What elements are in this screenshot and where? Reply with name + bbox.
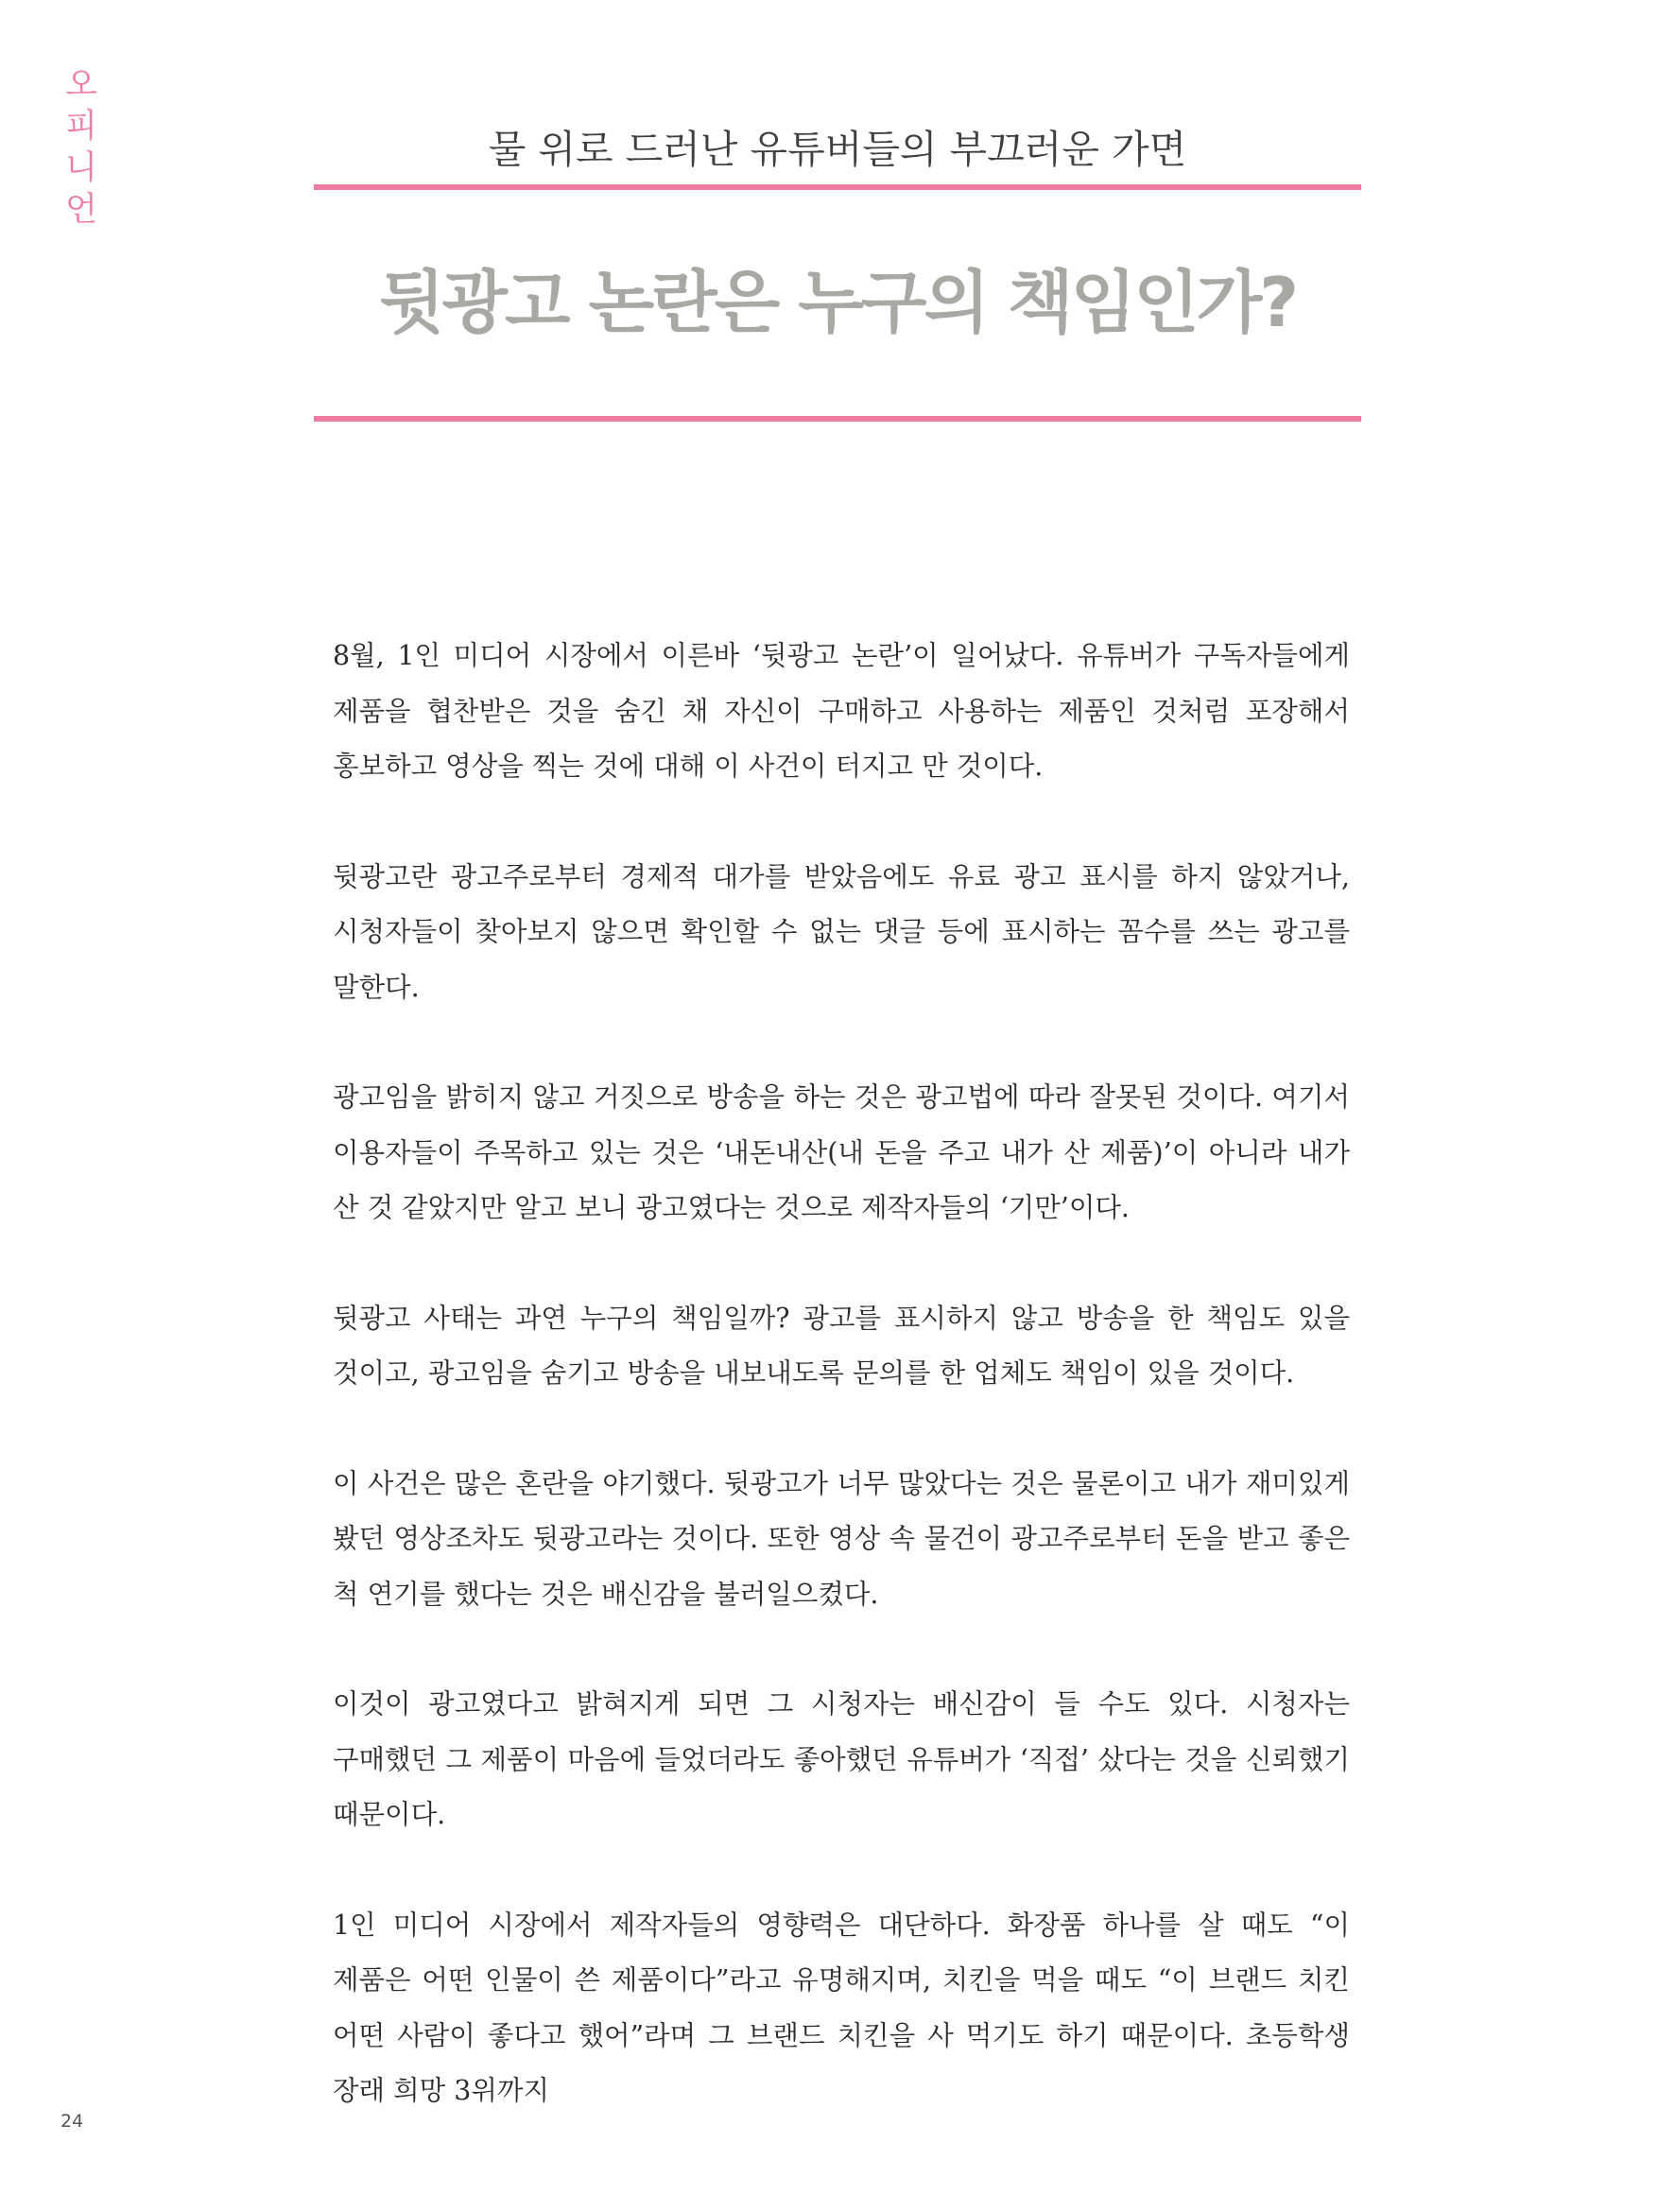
section-label-char: 피 xyxy=(65,108,97,146)
top-divider xyxy=(314,184,1361,190)
section-label-char: 오 xyxy=(65,66,97,104)
kicker-title: 물 위로 드러난 유튜버들의 부끄러운 가면 xyxy=(488,127,1187,172)
article-paragraph: 1인 미디어 시장에서 제작자들의 영향력은 대단하다. 화장품 하나를 살 때도 “이 제품은 어떤 인물이 쓴 제품이다”라고 유명해지며, 치킨을 먹을 때도 “이 브랜드 치킨 어떤 사람이 좋다고 했어”라며 그 브랜드 치킨을 사 먹기도 하기 때문이다. 초등학생 장래 희망 3위까지 xyxy=(333,1909,1350,2106)
section-label-char: 니 xyxy=(65,149,97,187)
article-paragraph: 뒷광고란 광고주로부터 경제적 대가를 받았음에도 유료 광고 표시를 하지 않았거나, 시청자들이 찾아보지 않으면 확인할 수 없는 댓글 등에 표시하는 꼼수를 쓰는 광고를 말한다. xyxy=(333,860,1350,1003)
section-label xyxy=(62,64,100,231)
article-paragraph: 이 사건은 많은 혼란을 야기했다. 뒷광고가 너무 많았다는 것은 물론이고 내가 재미있게 봤던 영상조차도 뒷광고라는 것이다. 또한 영상 속 물건이 광고주로부터 돈을 받고 좋은 척 연기를 했다는 것은 배신감을 불러일으켰다. xyxy=(333,1467,1350,1610)
article-paragraph: 이것이 광고였다고 밝혀지게 되면 그 시청자는 배신감이 들 수도 있다. 시청자는 구매했던 그 제품이 마음에 들었더라도 좋아했던 유튜버가 ‘직접’ 샀다는 것을 신뢰했기 때문이다. xyxy=(333,1688,1350,1830)
page-title: 뒷광고 논란은 누구의 책임인가? xyxy=(378,263,1297,342)
article-paragraph: 광고임을 밝히지 않고 거짓으로 방송을 하는 것은 광고법에 따라 잘못된 것이다. 여기서 이용자들이 주목하고 있는 것은 ‘내돈내산(내 돈을 주고 내가 산 제품)’이 아니라 내가 산 것 같았지만 알고 보니 광고였다는 것으로 제작자들의 ‘기만’이다. xyxy=(333,1081,1350,1223)
article-body xyxy=(333,629,1350,2119)
article-paragraph: 뒷광고 사태는 과연 누구의 책임일까? 광고를 표시하지 않고 방송을 한 책임도 있을 것이고, 광고임을 숨기고 방송을 내보내도록 문의를 한 업체도 책임이 있을 것이다. xyxy=(333,1302,1350,1389)
article-paragraph: 8월, 1인 미디어 시장에서 이른바 ‘뒷광고 논란’이 일어났다. 유튜버가 구독자들에게 제품을 협찬받은 것을 숨긴 채 자신이 구매하고 사용하는 제품인 것처럼 포장해서 홍보하고 영상을 찍는 것에 대해 이 사건이 터지고 만 것이다. xyxy=(333,640,1350,782)
section-label-char: 언 xyxy=(65,191,97,229)
page-number: 24 xyxy=(60,2111,84,2132)
bottom-divider xyxy=(314,416,1361,422)
